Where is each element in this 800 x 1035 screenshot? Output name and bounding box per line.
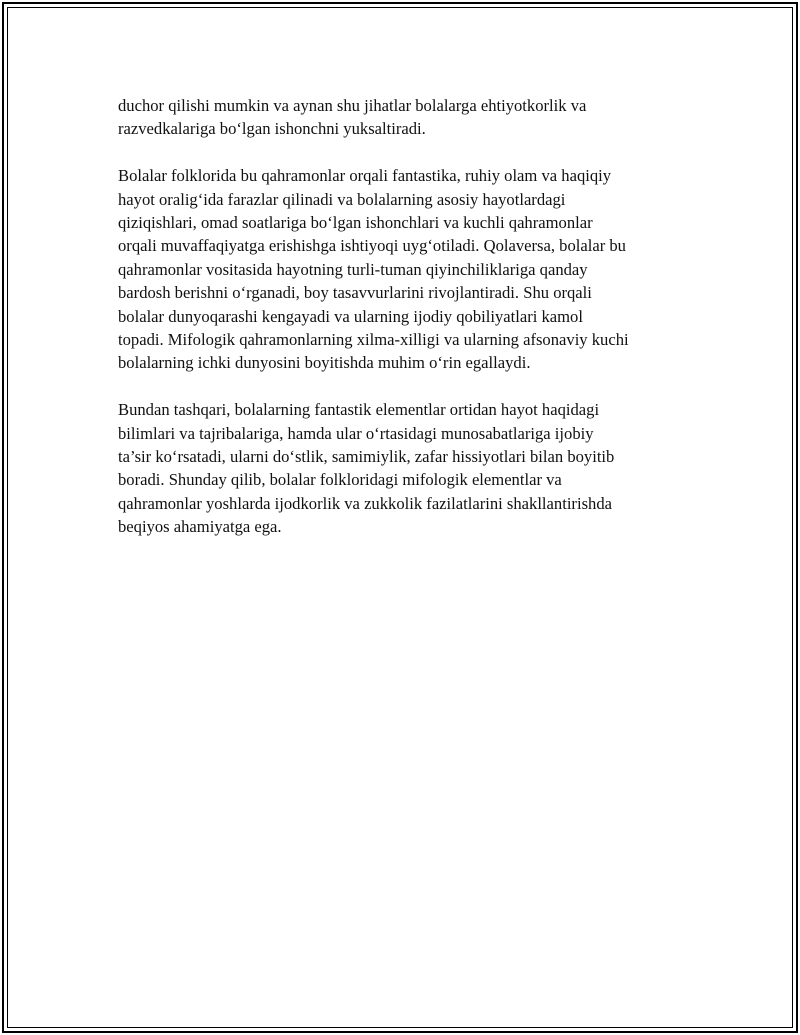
paragraph-2 xyxy=(118,164,708,375)
text-line: Bundan tashqari, bolalarning fantastik elementlar ortidan hayot haqidagi xyxy=(118,400,600,420)
text-line: qiziqishlari, omad soatlariga bo‘lgan ishonchlari va kuchli qahramonlar xyxy=(118,213,593,233)
text-line: boradi. Shunday qilib, bolalar folkloridagi mifologik elementlar va xyxy=(118,470,562,490)
text-line: bardosh berishni o‘rganadi, boy tasavvurlarini rivojlantiradi. Shu orqali xyxy=(118,283,592,303)
text-line: qahramonlar yoshlarda ijodkorlik va zukkolik fazilatlarini shakllantirishda xyxy=(118,493,612,513)
text-line: hayot oralig‘ida farazlar qilinadi va bolalarning asosiy hayotlardagi xyxy=(118,189,566,209)
text-line: razvedkalariga bo‘lgan ishonchni yuksaltiradi. xyxy=(118,119,426,139)
text-line: bolalar dunyoqarashi kengayadi va ularning ijodiy qobiliyatlari kamol xyxy=(118,306,583,326)
text-line: duchor qilishi mumkin va aynan shu jihatlar bolalarga ehtiyotkorlik va xyxy=(118,96,587,115)
text-line: bolalarning ichki dunyosini boyitishda muhim o‘rin egallaydi. xyxy=(118,353,531,373)
text-line: qahramonlar vositasida hayotning turli-tuman qiyinchiliklariga qanday xyxy=(118,259,588,279)
paragraph-1 xyxy=(118,94,708,141)
text-line: ta’sir ko‘rsatadi, ularni do‘stlik, samimiylik, zafar hissiyotlari bilan boyitib xyxy=(118,447,615,467)
text-line: beqiyos ahamiyatga ega. xyxy=(118,517,282,537)
text-line: bilimlari va tajribalariga, hamda ular o‘rtasidagi munosabatlariga ijobiy xyxy=(118,423,594,443)
text-line: orqali muvaffaqiyatga erishishga ishtiyoqi uyg‘otiladi. Qolaversa, bolalar bu xyxy=(118,236,626,256)
text-line: Bolalar folklorida bu qahramonlar orqali fantastika, ruhiy olam va haqiqiy xyxy=(118,166,612,186)
document-body xyxy=(118,94,708,562)
text-line: topadi. Mifologik qahramonlarning xilma-xilligi va ularning afsonaviy kuchi xyxy=(118,330,629,350)
paragraph-3 xyxy=(118,398,708,538)
